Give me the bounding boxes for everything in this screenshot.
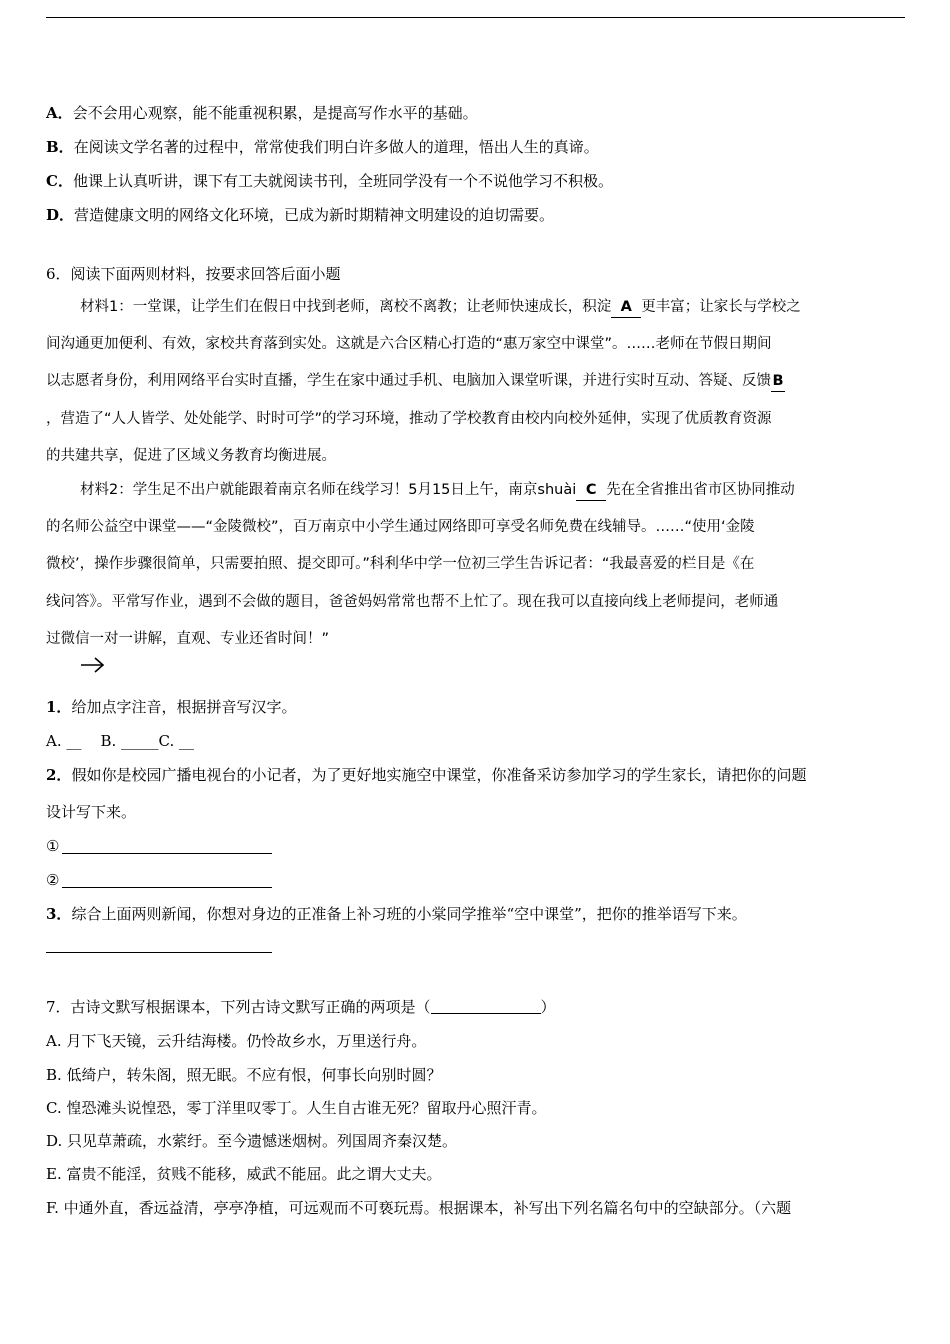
q5-option-a: A．会不会用心观察，能不能重视积累，是提高写作水平的基础。 bbox=[46, 104, 478, 122]
material-1-line-5: 的共建共享，促进了区域义务教育均衡进展。 bbox=[46, 448, 336, 464]
sub-question-3: 3．综合上面两则新闻，你想对身边的正准备上补习班的小棠同学推举“空中课堂”，把你的推举语写下来。 bbox=[46, 905, 747, 923]
header-rule bbox=[46, 17, 905, 18]
q7-stem: 7．古诗文默写根据课本，下列古诗文默写正确的两项是（ ） bbox=[46, 998, 556, 1016]
q7-option-f: F. 中通外直，香远益清，亭亭净植，可远观而不可亵玩焉。根据课本，补写出下列名篇名句中的空缺部分。（六题 bbox=[46, 1199, 792, 1217]
q7-answer-blank[interactable] bbox=[431, 999, 541, 1014]
material-2-line-5: 过微信一对一讲解，直观、专业还省时间！” bbox=[46, 631, 330, 647]
material-2-line-1: 材料2：学生足不出户就能跟着南京名师在线学习！5月15日上午，南京shuài C 先在全省推出省市区协同推动 bbox=[80, 480, 795, 501]
blank-b: B bbox=[771, 371, 785, 392]
sub-question-2-cont: 设计写下来。 bbox=[46, 803, 137, 821]
material-2-line-2: 的名师公益空中课堂——“金陵微校”，百万南京中小学生通过网络即可享受名师免费在线辅导。……“使用‘金陵 bbox=[46, 519, 755, 535]
answer-blank-3[interactable] bbox=[46, 952, 272, 953]
answer-blank-2[interactable] bbox=[62, 887, 272, 888]
q5-option-d: D．营造健康文明的网络文化环境，已成为新时期精神文明建设的迫切需要。 bbox=[46, 206, 555, 224]
blank-a: A bbox=[611, 297, 641, 318]
q7-option-b: B. 低绮户，转朱阁，照无眠。不应有恨，何事长向别时圆？ bbox=[46, 1066, 442, 1084]
q6-title: 6．阅读下面两则材料，按要求回答后面小题 bbox=[46, 265, 341, 283]
material-1-line-3: 以志愿者身份，利用网络平台实时直播，学生在家中通过手机、电脑加入课堂听课，并进行实时互动、答疑、反馈B bbox=[46, 371, 785, 392]
q5-option-b: B．在阅读文学名著的过程中，常常使我们明白许多做人的道理，悟出人生的真谛。 bbox=[46, 138, 599, 156]
blank-c: C bbox=[576, 480, 606, 501]
answer-blank-1[interactable] bbox=[62, 853, 272, 854]
sub-question-1: 1．给加点字注音，根据拼音写汉字。 bbox=[46, 698, 297, 716]
q7-option-a: A. 月下飞天镜，云升结海楼。仍怜故乡水，万里送行舟。 bbox=[46, 1032, 427, 1050]
material-2-line-4: 线问答》。平常写作业，遇到不会做的题目，爸爸妈妈常常也帮不上忙了。现在我可以直接向线上老师提问，老师通 bbox=[46, 594, 779, 610]
q7-option-d: D. 只见草萧疏，水萦纡。至今遗憾迷烟树。列国周齐秦汉楚。 bbox=[46, 1132, 458, 1150]
q7-option-e: E. 富贵不能淫，贫贱不能移，威武不能屈。此之谓大丈夫。 bbox=[46, 1165, 442, 1183]
sub-question-1-answers: A. __ B. _____C. __ bbox=[46, 732, 194, 750]
q7-option-c: C. 惶恐滩头说惶恐，零丁洋里叹零丁。人生自古谁无死？留取丹心照汗青。 bbox=[46, 1099, 547, 1117]
answer-line-2: ② bbox=[46, 871, 60, 889]
material-1-line-4: ，营造了“人人皆学、处处能学、时时可学”的学习环境，推动了学校教育由校内向校外延伸，实现了优质教育资源 bbox=[46, 411, 772, 427]
material-2-line-3: 微校’，操作步骤很简单，只需要拍照、提交即可。”科利华中学一位初三学生告诉记者：“我最喜爱的栏目是《在 bbox=[46, 556, 755, 572]
material-1-line-2: 间沟通更加便利、有效，家校共育落到实处。这就是六合区精心打造的“惠万家空中课堂”。……老师在节假日期间 bbox=[46, 336, 772, 352]
answer-line-1: ① bbox=[46, 837, 60, 855]
sub-question-2: 2．假如你是校园广播电视台的小记者，为了更好地实施空中课堂，你准备采访参加学习的学生家长，请把你的问题 bbox=[46, 766, 807, 784]
arrow-right-icon bbox=[80, 655, 106, 675]
material-1-line-1: 材料1：一堂课，让学生们在假日中找到老师，离校不离教；让老师快速成长，积淀 A 更丰富；让家长与学校之 bbox=[80, 297, 801, 318]
q5-option-c: C．他课上认真听讲，课下有工夫就阅读书刊，全班同学没有一个不说他学习不积极。 bbox=[46, 172, 613, 190]
